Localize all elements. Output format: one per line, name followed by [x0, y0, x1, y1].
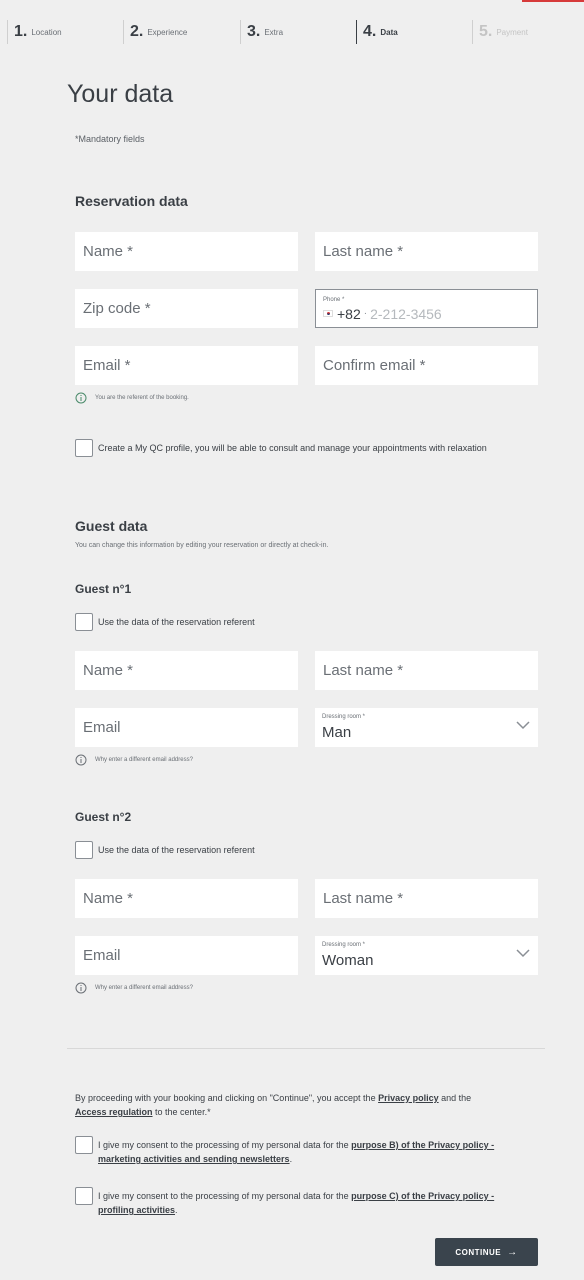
- guest2-title: Guest n°2: [75, 810, 132, 824]
- step-number: 4.: [363, 23, 377, 40]
- phone-input[interactable]: [315, 289, 538, 328]
- consent-c-label: [98, 1189, 528, 1217]
- continue-label: CONTINUE: [455, 1247, 502, 1257]
- consent-b-label: [98, 1138, 528, 1166]
- guest1-email-info-text: Why enter a different email address?: [95, 757, 193, 763]
- guest2-dressing-room-select[interactable]: [315, 936, 538, 975]
- legal-text-part: to the center.*: [152, 1107, 211, 1117]
- page-title: Your data: [67, 80, 174, 108]
- step-label: Data: [380, 27, 398, 37]
- consent-b-checkbox[interactable]: [75, 1136, 93, 1154]
- top-accent-bar: [522, 0, 584, 2]
- consent-c-checkbox[interactable]: [75, 1187, 93, 1205]
- consent-b-text: .: [289, 1154, 293, 1164]
- email-input[interactable]: [75, 346, 298, 385]
- guest1-name-input[interactable]: [75, 651, 298, 690]
- guest2-dressing-value: Woman: [322, 952, 374, 969]
- continue-button[interactable]: [435, 1238, 538, 1266]
- info-icon: [75, 982, 87, 994]
- referent-info: [75, 392, 189, 404]
- step-number: 2.: [130, 23, 144, 40]
- step-number: 5.: [479, 23, 493, 40]
- phone-prefix: +82: [337, 305, 361, 322]
- create-profile-label: Create a My QC profile, you will be able to consult and manage your appointments with relaxation: [98, 443, 487, 453]
- mandatory-note: *Mandatory fields: [75, 134, 145, 144]
- guest2-email-placeholder: Email: [83, 947, 121, 964]
- phone-label: Phone *: [323, 296, 345, 303]
- guest2-email-info[interactable]: [75, 982, 193, 994]
- step-label: Payment: [496, 27, 528, 37]
- guest1-email-placeholder: Email: [83, 719, 121, 736]
- zip-code-input[interactable]: [75, 289, 298, 328]
- referent-info-text: You are the referent of the booking.: [95, 395, 189, 401]
- reservation-section-title: Reservation data: [75, 193, 188, 209]
- korea-flag-icon[interactable]: [323, 310, 333, 317]
- step-data[interactable]: [356, 20, 398, 44]
- step-number: 3.: [247, 23, 261, 40]
- consent-c-text: I give my consent to the processing of my personal data for the: [98, 1191, 352, 1201]
- phone-placeholder: 2-212-3456: [370, 305, 442, 322]
- guest2-dressing-label: Dressing room *: [322, 942, 366, 948]
- access-regulation-link[interactable]: Access regulation: [75, 1107, 153, 1117]
- guest2-name-input[interactable]: [75, 879, 298, 918]
- guest2-last-name-input[interactable]: [315, 879, 538, 918]
- legal-text-part: By proceeding with your booking and clicking on "Continue", you accept the: [75, 1093, 379, 1103]
- privacy-policy-link[interactable]: Privacy policy: [378, 1093, 439, 1103]
- step-label: Location: [31, 27, 62, 37]
- phone-separator: ·: [363, 308, 368, 319]
- last-name-input[interactable]: [315, 232, 538, 271]
- chevron-down-icon: [516, 720, 530, 730]
- guest2-use-referent-checkbox[interactable]: [75, 841, 93, 859]
- guest1-dressing-room-select[interactable]: [315, 708, 538, 747]
- info-icon: [75, 392, 87, 404]
- name-placeholder: Name *: [83, 243, 134, 260]
- guest2-email-info-text: Why enter a different email address?: [95, 985, 193, 991]
- step-extra[interactable]: [240, 20, 283, 44]
- guest1-use-referent-label: Use the data of the reservation referent: [98, 617, 255, 627]
- guest2-last-name-placeholder: Last name *: [323, 890, 404, 907]
- guest1-use-referent-checkbox[interactable]: [75, 613, 93, 631]
- consent-b-text: I give my consent to the processing of my personal data for the: [98, 1140, 352, 1150]
- guest1-email-input[interactable]: [75, 708, 298, 747]
- create-profile-checkbox[interactable]: [75, 439, 93, 457]
- guest1-email-info[interactable]: [75, 754, 193, 766]
- confirm-email-input[interactable]: [315, 346, 538, 385]
- zip-code-placeholder: Zip code *: [83, 300, 151, 317]
- step-experience[interactable]: [123, 20, 187, 44]
- arrow-right-icon: →: [507, 1246, 518, 1258]
- step-label: Experience: [147, 27, 188, 37]
- chevron-down-icon: [516, 948, 530, 958]
- guest-section-title: Guest data: [75, 518, 148, 534]
- guest2-use-referent-label: Use the data of the reservation referent: [98, 845, 255, 855]
- guest1-dressing-label: Dressing room *: [322, 714, 366, 720]
- section-divider: [67, 1048, 545, 1049]
- step-number: 1.: [14, 23, 28, 40]
- guest1-last-name-input[interactable]: [315, 651, 538, 690]
- guest2-name-placeholder: Name *: [83, 890, 134, 907]
- purpose-c-link[interactable]: purpose C) of the Privacy policy - profiling activities: [98, 1191, 495, 1215]
- email-placeholder: Email *: [83, 357, 131, 374]
- guest1-last-name-placeholder: Last name *: [323, 662, 404, 679]
- purpose-b-link[interactable]: purpose B) of the Privacy policy - marketing activities and sending newsletters: [98, 1140, 495, 1164]
- step-location[interactable]: [7, 20, 62, 44]
- consent-c-text: .: [175, 1205, 178, 1215]
- guest2-email-input[interactable]: [75, 936, 298, 975]
- guest1-dressing-value: Man: [322, 724, 352, 741]
- step-label: Extra: [264, 27, 284, 37]
- last-name-placeholder: Last name *: [323, 243, 404, 260]
- info-icon: [75, 754, 87, 766]
- legal-text: [75, 1091, 535, 1119]
- guest1-name-placeholder: Name *: [83, 662, 134, 679]
- name-input[interactable]: [75, 232, 298, 271]
- step-payment: [472, 20, 528, 44]
- legal-text-part: and the: [438, 1093, 472, 1103]
- confirm-email-placeholder: Confirm email *: [323, 357, 426, 374]
- guest1-title: Guest n°1: [75, 582, 132, 596]
- guest-section-subtitle: You can change this information by editing your reservation or directly at check-in.: [75, 542, 329, 549]
